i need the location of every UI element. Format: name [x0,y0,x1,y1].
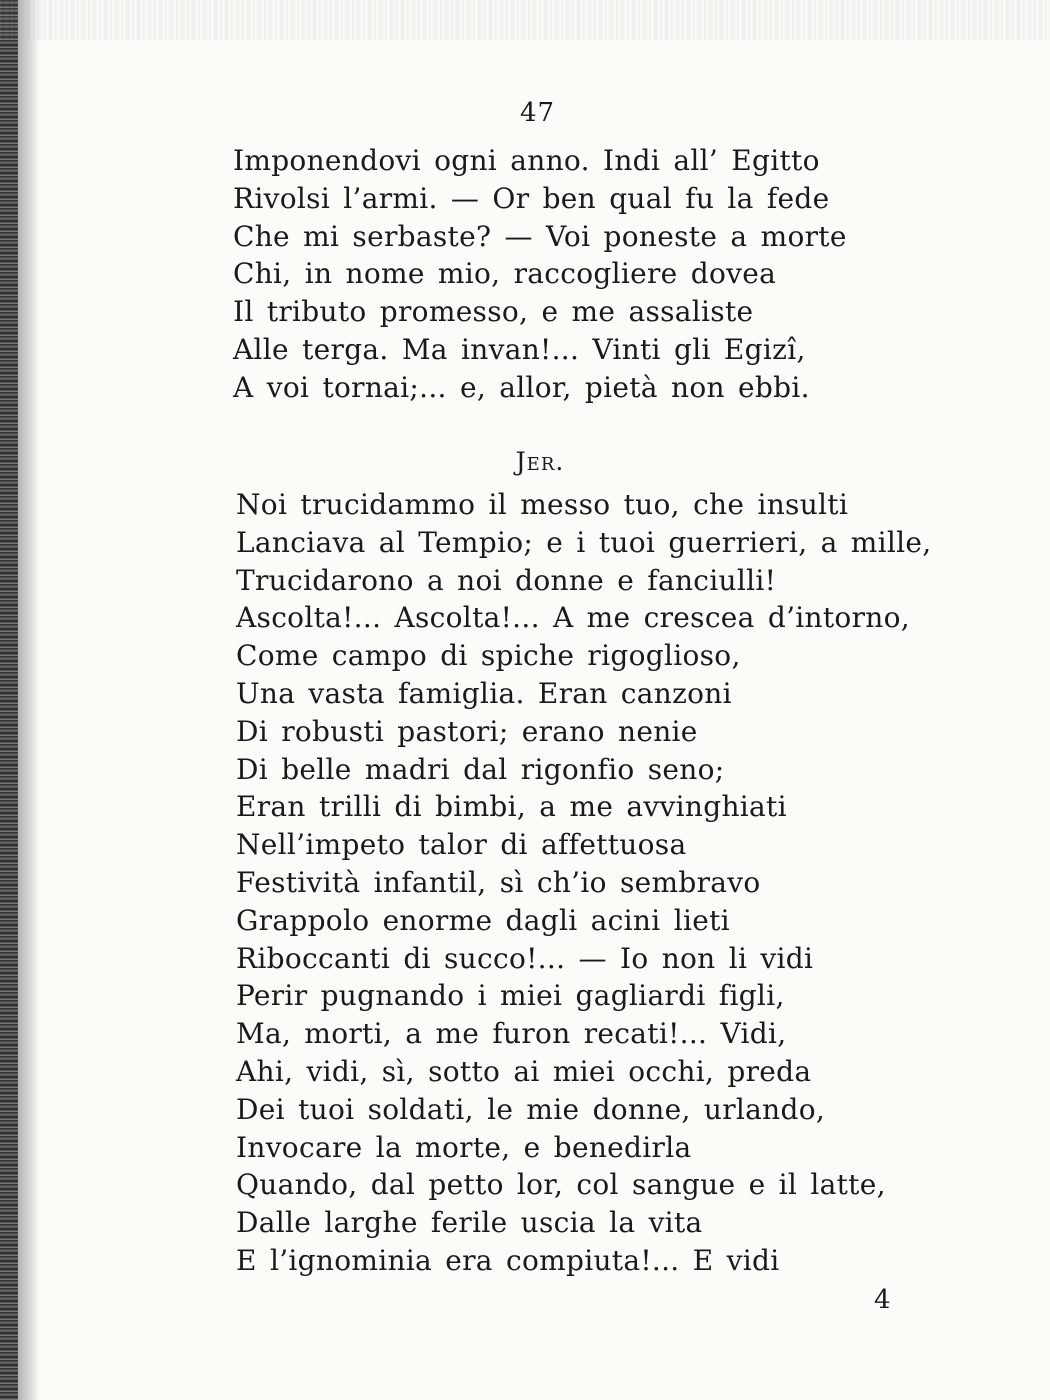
signature-mark: 4 [874,1285,891,1315]
verse-line: Ascolta!... Ascolta!... A me crescea d’intorno, [236,601,910,635]
verse-line: Grappolo enorme dagli acini lieti [236,903,730,937]
verse-line: Invocare la morte, e benedirla [236,1130,692,1164]
verse-line: Nell’impeto talor di affettuosa [236,828,687,862]
verse-stanza-1 [233,142,847,407]
verse-line: Che mi serbaste? — Voi poneste a morte [233,219,847,253]
page-number: 47 [519,98,556,128]
book-edge-shadow [0,0,18,1400]
verse-line: Eran trilli di bimbi, a me avvinghiati [236,790,787,824]
scan-noise [0,0,1050,40]
verse-line: Dei tuoi soldati, le mie donne, urlando, [236,1092,826,1126]
verse-line: Chi, in nome mio, raccogliere dovea [233,257,777,291]
verse-line: Perir pugnando i miei gagliardi figli, [236,979,785,1013]
verse-line: Una vasta famiglia. Eran canzoni [236,676,732,710]
verse-line: Di belle madri dal rigonfio seno; [236,752,725,786]
verse-stanza-2 [236,486,931,1280]
speaker-label: Jer. [515,447,565,476]
verse-line: Di robusti pastori; erano nenie [236,714,698,748]
verse-line: Ma, morti, a me furon recati!... Vidi, [236,1017,787,1051]
verse-line: Dalle larghe ferile uscia la vita [236,1206,703,1240]
verse-line: Lanciava al Tempio; e i tuoi guerrieri, a mille, [236,525,932,559]
verse-line: Festività infantil, sì ch’io sembravo [236,865,761,899]
book-edge-fade [18,0,40,1400]
verse-line: Quando, dal petto lor, col sangue e il latte, [236,1168,886,1202]
verse-line: Alle terga. Ma invan!... Vinti gli Egizî, [233,332,806,366]
verse-line: Come campo di spiche rigoglioso, [236,639,741,673]
verse-line: E l’ignominia era compiuta!... E vidi [236,1243,780,1277]
verse-line: Imponendovi ogni anno. Indi all’ Egitto [233,144,820,177]
verse-line: A voi tornai;... e, allor, pietà non ebbi. [233,370,810,404]
verse-line: Trucidarono a noi donne e fanciulli! [236,563,777,597]
verse-line: Il tributo promesso, e me assaliste [233,295,754,329]
verse-line: Noi trucidammo il messo tuo, che insulti [236,488,849,521]
verse-line: Rivolsi l’armi. — Or ben qual fu la fede [233,181,830,215]
verse-line: Riboccanti di succo!... — Io non li vidi [236,941,814,975]
verse-line: Ahi, vidi, sì, sotto ai miei occhi, preda [236,1054,812,1088]
